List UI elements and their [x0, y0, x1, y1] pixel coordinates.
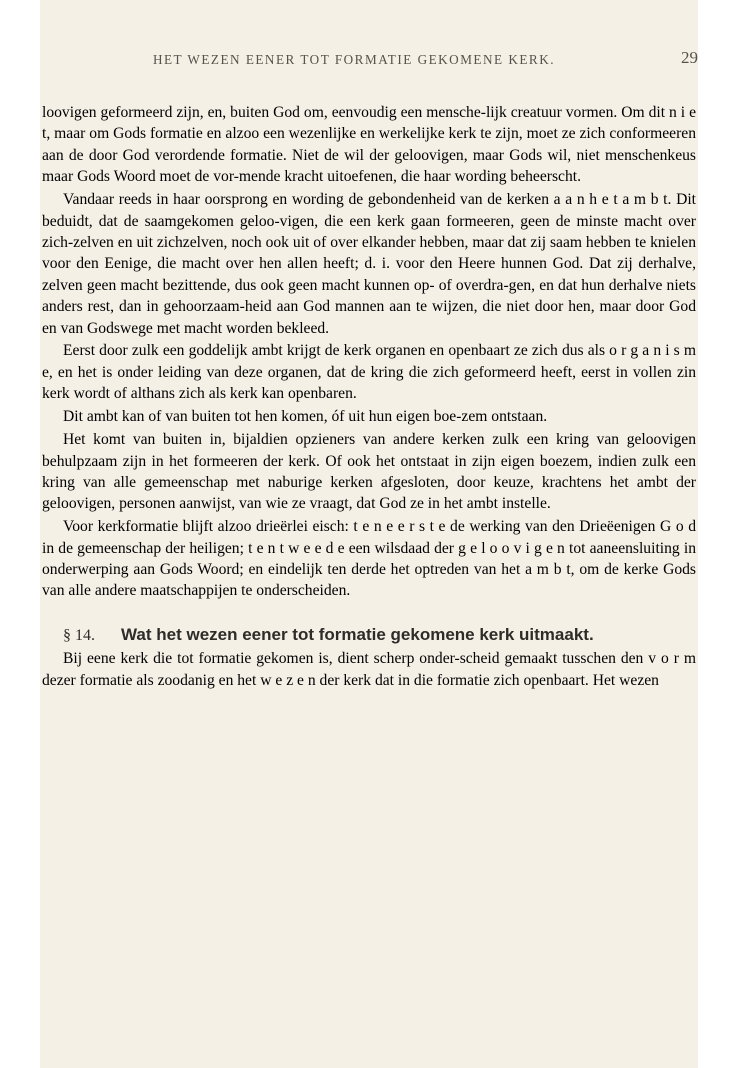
page-number: 29	[681, 48, 698, 67]
paragraph-2: Vandaar reeds in haar oorsprong en wording de gebondenheid van de kerken a a n h e t a m b t. Dit beduidt, dat de saamgekomen geloo-vigen, die een kerk gaan formeeren, geen de minste macht over zich-zelven en uit zichzelven, noch ook uit of over elkander hebben, maar dat zij saam hebben te knielen voor den Eenige, die macht over hen allen heeft; d. i. voor den Heere hunnen God. Dat zij derhalve, zelven geen macht bezittende, dus ook geen macht kunnen op- of overdra-gen, en dat hun derhalve niets anders rest, dan in gehoorzaam-heid aan God mannen aan te wijzen, die niet door hen, maar door God en van Godswege met macht worden bekleed.	[42, 191, 696, 337]
paragraph-6: Voor kerkformatie blijft alzoo drieërlei eisch: t e n e e r s t e de werking van den Drieëenigen G o d in de gemeenschap der heiligen; t e n t w e e d e een wilsdaad der g e l o o v i g e n tot aaneensluiting in onderwerping aan Gods Woord; en eindelijk ten derde het optreden van het a m b t, om de kerke Gods van alle andere maatschappijen te onderscheiden.	[42, 518, 696, 600]
section-heading	[42, 624, 696, 647]
paragraph-5: Het komt van buiten in, bijaldien opzieners van andere kerken zulk een kring van geloovigen behulpzaam zijn in het formeeren der kerk. Of ook het ontstaat in zijn eigen boezem, indien zulk een kring van alle gemeenschap met naburige kerken afgesloten, door keuze, krachtens het ambt der geloovigen, personen aanwijst, van wie ze vraagt, dat God ze in het ambt instelle.	[42, 431, 696, 513]
section-title: Wat het wezen eener tot formatie gekomene kerk uitmaakt.	[121, 624, 594, 644]
page-body	[42, 102, 696, 691]
closing-paragraph: Bij eene kerk die tot formatie gekomen is, dient scherp onder-scheid gemaakt tusschen den v o r m dezer formatie als zoodanig en het w e z e n der kerk dat in die formatie zich openbaart. Het wezen	[42, 650, 696, 689]
left-margin	[0, 0, 40, 1068]
running-title: HET WEZEN EENER TOT FORMATIE GEKOMENE KERK.	[152, 52, 556, 67]
right-margin	[698, 0, 738, 1068]
paragraph-3: Eerst door zulk een goddelijk ambt krijgt de kerk organen en openbaart ze zich dus als o r g a n i s m e, en het is onder leiding van deze organen, dat de kring die zich geformeerd heeft, eerst in vollen zin kerk wordt of althans zich als kerk kan openbaren.	[42, 342, 696, 403]
section-number: § 14.	[63, 626, 95, 644]
paragraph-1: loovigen geformeerd zijn, en, buiten God om, eenvoudig een mensche-lijk creatuur vormen. Om dit n i e t, maar om Gods formatie en alzoo een wezenlijke en werkelijke kerk te zijn, moet ze zich conformeeren aan de door God verordende formatie. Niet de wil der geloovigen, maar Gods wil, niet menschenkeus maar Gods Woord moet de vor-mende kracht uitoefenen, die haar wording beheerscht.	[42, 104, 696, 186]
running-header	[40, 48, 698, 74]
paragraph-4: Dit ambt kan of van buiten tot hen komen, óf uit hun eigen boe-zem ontstaan.	[63, 408, 548, 426]
